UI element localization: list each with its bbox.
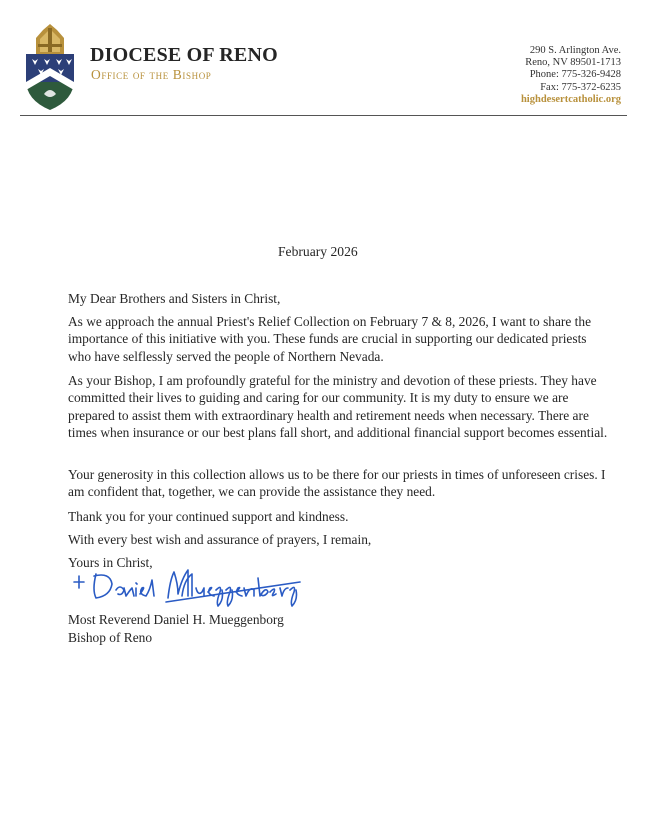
paragraph-2: As your Bishop, I am profoundly grateful for the ministry and devotion of these priests. They have committed their lives to guiding and caring for our community. It is my duty to ensure we are prepared to assist them with extraordinary health and retirement needs when necessary. There are times when insurance or our best plans fall short, and additional financial support becomes essential. (68, 373, 608, 441)
signer-title: Bishop of Reno (68, 630, 153, 645)
fax-number: Fax: 775-372-6235 (540, 81, 621, 93)
header-divider (20, 115, 627, 116)
bishop-signature (70, 550, 320, 610)
salutation: My Dear Brothers and Sisters in Christ, (68, 291, 281, 306)
organization-name: DIOCESE OF RENO (90, 44, 278, 66)
letter-date: February 2026 (278, 244, 358, 259)
letterhead (0, 0, 647, 118)
paragraph-4: Thank you for your continued support and kindness. (68, 509, 349, 524)
paragraph-3: Your generosity in this collection allows us to be there for our priests in times of unforeseen crises. I am confident that, together, we can provide the assistance they need. (68, 467, 606, 500)
paragraph-1: As we approach the annual Priest's Relief Collection on February 7 & 8, 2026, I want to share the importance of this initiative with you. These funds are crucial in supporting our dedicated priests who have selflessly served the people of Northern Nevada. (68, 314, 592, 364)
signer-name: Most Reverend Daniel H. Mueggenborg (68, 612, 284, 627)
closing: Yours in Christ, (68, 555, 153, 570)
phone-number: Phone: 775-326-9428 (529, 69, 621, 81)
address-street: 290 S. Arlington Ave. (529, 45, 621, 56)
diocese-crest-icon (22, 24, 78, 110)
contact-block (521, 45, 621, 106)
address-city: Reno, NV 89501-1713 (525, 57, 621, 69)
website-link[interactable]: highdesertcatholic.org (520, 93, 621, 105)
office-subtitle: Office of the Bishop (91, 67, 212, 82)
paragraph-5: With every best wish and assurance of prayers, I remain, (68, 532, 372, 547)
